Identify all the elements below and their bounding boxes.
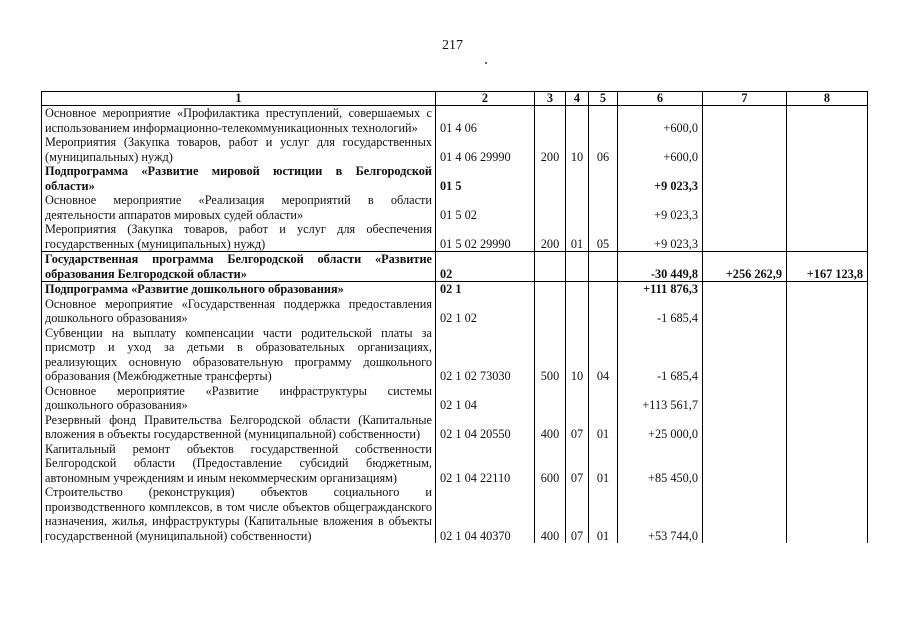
row-col7-cell bbox=[703, 384, 787, 413]
column-header: 8 bbox=[787, 92, 868, 106]
row-col4-cell: 07 bbox=[566, 485, 589, 543]
row-col4-cell bbox=[566, 193, 589, 222]
row-name-cell: Строительство (реконструкция) объектов социального и производственного комплексов, в том числе объектов общегражданского назначения, жилья, инфраструктуры (Капитальные вложения в объекты государственной (муниципальной) собственности) bbox=[42, 485, 436, 543]
row-col7-cell bbox=[703, 297, 787, 326]
row-code-cell: 02 1 04 20550 bbox=[436, 413, 535, 442]
row-col8-cell bbox=[787, 222, 868, 252]
row-col4-cell bbox=[566, 297, 589, 326]
column-header: 2 bbox=[436, 92, 535, 106]
table-row bbox=[42, 193, 868, 222]
row-name-cell: Мероприятия (Закупка товаров, работ и услуг для обеспечения государственных (муниципальных) нужд) bbox=[42, 222, 436, 252]
row-code-cell: 02 1 04 22110 bbox=[436, 442, 535, 486]
row-col5-cell: 01 bbox=[589, 442, 618, 486]
row-col3-cell: 400 bbox=[535, 413, 566, 442]
row-name-cell: Резервный фонд Правительства Белгородской области (Капитальные вложения в объекты государственной (муниципальной) собственности) bbox=[42, 413, 436, 442]
row-col5-cell bbox=[589, 193, 618, 222]
row-col5-cell: 05 bbox=[589, 222, 618, 252]
row-col7-cell bbox=[703, 106, 787, 136]
row-code-cell: 01 5 02 bbox=[436, 193, 535, 222]
row-col6-cell: -1 685,4 bbox=[618, 297, 703, 326]
column-header: 6 bbox=[618, 92, 703, 106]
row-col8-cell bbox=[787, 297, 868, 326]
row-col5-cell bbox=[589, 297, 618, 326]
table-row bbox=[42, 326, 868, 384]
row-code-cell: 02 1 02 73030 bbox=[436, 326, 535, 384]
row-col7-cell bbox=[703, 442, 787, 486]
row-col4-cell: 07 bbox=[566, 442, 589, 486]
table-row bbox=[42, 485, 868, 543]
row-name-cell: Мероприятия (Закупка товаров, работ и услуг для государственных (муниципальных) нужд) bbox=[42, 135, 436, 164]
row-code-cell: 01 5 02 29990 bbox=[436, 222, 535, 252]
row-col7-cell bbox=[703, 485, 787, 543]
row-col3-cell: 600 bbox=[535, 442, 566, 486]
row-col4-cell bbox=[566, 164, 589, 193]
column-header: 7 bbox=[703, 92, 787, 106]
table-row bbox=[42, 106, 868, 136]
row-code-cell: 02 1 02 bbox=[436, 297, 535, 326]
row-col7-cell: +256 262,9 bbox=[703, 252, 787, 282]
row-col5-cell bbox=[589, 164, 618, 193]
row-col8-cell bbox=[787, 193, 868, 222]
row-code-cell: 02 1 04 40370 bbox=[436, 485, 535, 543]
table-row bbox=[42, 384, 868, 413]
row-name-cell: Подпрограмма «Развитие мировой юстиции в Белгородской области» bbox=[42, 164, 436, 193]
row-col7-cell bbox=[703, 193, 787, 222]
row-col3-cell bbox=[535, 106, 566, 136]
row-col5-cell bbox=[589, 282, 618, 297]
table-row bbox=[42, 442, 868, 486]
row-col3-cell bbox=[535, 384, 566, 413]
row-col7-cell bbox=[703, 326, 787, 384]
row-col6-cell: +53 744,0 bbox=[618, 485, 703, 543]
row-col6-cell: +25 000,0 bbox=[618, 413, 703, 442]
row-col8-cell bbox=[787, 326, 868, 384]
row-code-cell: 01 4 06 29990 bbox=[436, 135, 535, 164]
row-code-cell: 02 1 bbox=[436, 282, 535, 297]
row-col6-cell: +85 450,0 bbox=[618, 442, 703, 486]
row-col4-cell bbox=[566, 282, 589, 297]
column-header: 1 bbox=[42, 92, 436, 106]
row-col3-cell: 200 bbox=[535, 222, 566, 252]
row-name-cell: Основное мероприятие «Реализация мероприятий в области деятельности аппаратов мировых судей области» bbox=[42, 193, 436, 222]
table-row bbox=[42, 222, 868, 252]
row-col6-cell: +111 876,3 bbox=[618, 282, 703, 297]
row-col8-cell bbox=[787, 164, 868, 193]
row-col5-cell bbox=[589, 384, 618, 413]
table-row bbox=[42, 282, 868, 297]
row-code-cell: 02 1 04 bbox=[436, 384, 535, 413]
row-col3-cell: 200 bbox=[535, 135, 566, 164]
row-col3-cell bbox=[535, 252, 566, 282]
row-col4-cell bbox=[566, 384, 589, 413]
row-col6-cell: -30 449,8 bbox=[618, 252, 703, 282]
row-col8-cell bbox=[787, 282, 868, 297]
column-header: 3 bbox=[535, 92, 566, 106]
row-col3-cell bbox=[535, 193, 566, 222]
table-row bbox=[42, 297, 868, 326]
column-header: 4 bbox=[566, 92, 589, 106]
row-col6-cell: +600,0 bbox=[618, 135, 703, 164]
table-row bbox=[42, 413, 868, 442]
column-header: 5 bbox=[589, 92, 618, 106]
row-col5-cell bbox=[589, 106, 618, 136]
row-col3-cell bbox=[535, 164, 566, 193]
row-col5-cell: 06 bbox=[589, 135, 618, 164]
row-name-cell: Основное мероприятие «Развитие инфраструктуры системы дошкольного образования» bbox=[42, 384, 436, 413]
row-col8-cell: +167 123,8 bbox=[787, 252, 868, 282]
row-col4-cell: 01 bbox=[566, 222, 589, 252]
row-col6-cell: +113 561,7 bbox=[618, 384, 703, 413]
budget-table bbox=[41, 91, 868, 543]
row-col4-cell: 10 bbox=[566, 135, 589, 164]
row-col4-cell: 10 bbox=[566, 326, 589, 384]
row-col8-cell bbox=[787, 485, 868, 543]
row-col3-cell bbox=[535, 282, 566, 297]
row-name-cell: Основное мероприятие «Профилактика преступлений, совершаемых с использованием информационно-телекоммуникационных технологий» bbox=[42, 106, 436, 136]
row-col6-cell: +9 023,3 bbox=[618, 222, 703, 252]
scan-speck bbox=[485, 62, 487, 64]
row-col5-cell bbox=[589, 252, 618, 282]
row-col6-cell: +9 023,3 bbox=[618, 164, 703, 193]
table-header-row bbox=[42, 92, 868, 106]
row-col3-cell: 500 bbox=[535, 326, 566, 384]
row-code-cell: 02 bbox=[436, 252, 535, 282]
row-col4-cell bbox=[566, 252, 589, 282]
page-number: 217 bbox=[442, 38, 463, 53]
row-name-cell: Капитальный ремонт объектов государственной собственности Белгородской области (Предоставление субсидий бюджетным, автономным учреждениям и иным некоммерческим организациям) bbox=[42, 442, 436, 486]
row-col6-cell: +600,0 bbox=[618, 106, 703, 136]
row-col4-cell: 07 bbox=[566, 413, 589, 442]
row-col3-cell bbox=[535, 297, 566, 326]
row-col7-cell bbox=[703, 164, 787, 193]
row-col8-cell bbox=[787, 106, 868, 136]
row-col3-cell: 400 bbox=[535, 485, 566, 543]
row-col5-cell: 01 bbox=[589, 485, 618, 543]
row-col5-cell: 01 bbox=[589, 413, 618, 442]
row-name-cell: Подпрограмма «Развитие дошкольного образования» bbox=[42, 282, 436, 297]
row-col8-cell bbox=[787, 135, 868, 164]
row-col7-cell bbox=[703, 135, 787, 164]
row-col5-cell: 04 bbox=[589, 326, 618, 384]
row-code-cell: 01 5 bbox=[436, 164, 535, 193]
row-code-cell: 01 4 06 bbox=[436, 106, 535, 136]
row-col8-cell bbox=[787, 384, 868, 413]
row-col8-cell bbox=[787, 442, 868, 486]
row-col7-cell bbox=[703, 222, 787, 252]
row-name-cell: Субвенции на выплату компенсации части родительской платы за присмотр и уход за детьми в образовательных организациях, реализующих основную образовательную программу дошкольного образования (Межбюджетные трансферты) bbox=[42, 326, 436, 384]
row-name-cell: Основное мероприятие «Государственная поддержка предоставления дошкольного образования» bbox=[42, 297, 436, 326]
table-row bbox=[42, 135, 868, 164]
row-col8-cell bbox=[787, 413, 868, 442]
row-col4-cell bbox=[566, 106, 589, 136]
row-col6-cell: -1 685,4 bbox=[618, 326, 703, 384]
table-row bbox=[42, 252, 868, 282]
row-col7-cell bbox=[703, 413, 787, 442]
table-row bbox=[42, 164, 868, 193]
row-col7-cell bbox=[703, 282, 787, 297]
row-col6-cell: +9 023,3 bbox=[618, 193, 703, 222]
row-name-cell: Государственная программа Белгородской области «Развитие образования Белгородской области» bbox=[42, 252, 436, 282]
